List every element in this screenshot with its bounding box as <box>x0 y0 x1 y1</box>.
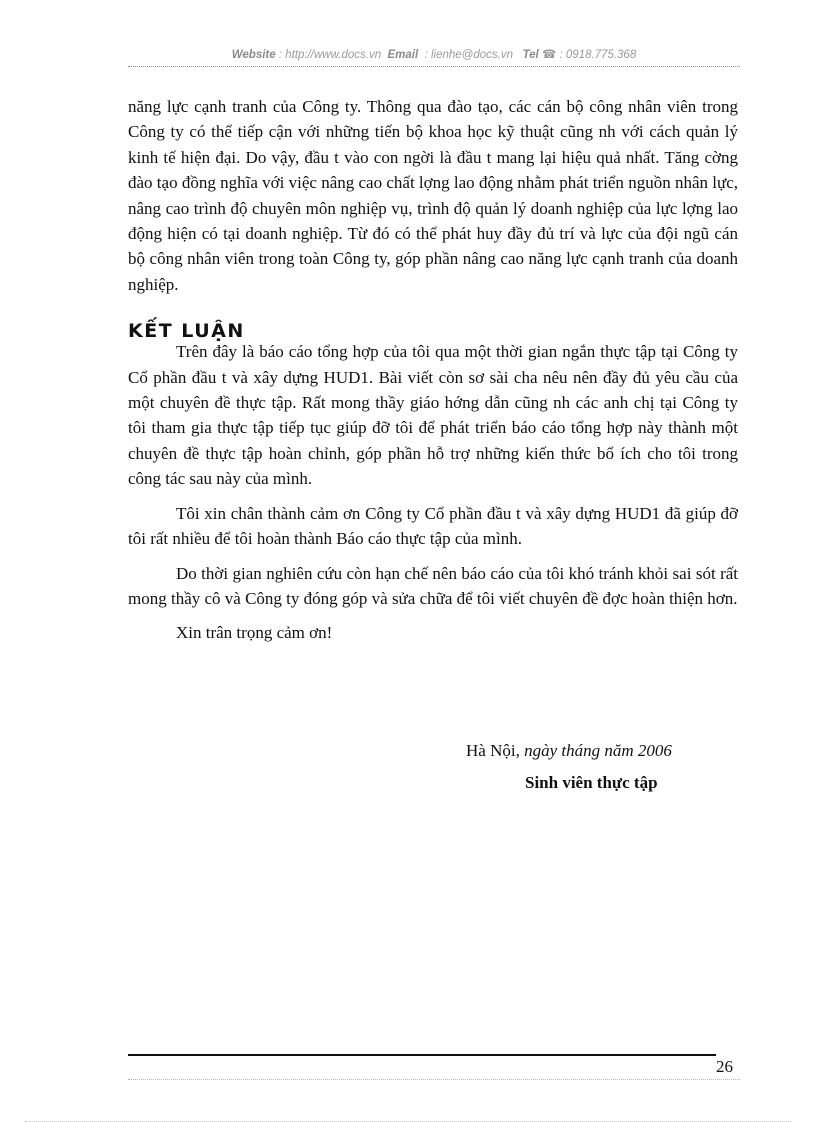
conclusion-paragraph-1: Trên đây là báo cáo tổng hợp của tôi qua một thời gian ngắn thực tập tại Công ty Cổ phần đầu t và xây dựng HUD1. Bài viết còn sơ sài cha nêu nên đầy đủ yêu cầu của một chuyên đề thực tập. Rất mong thầy giáo hớng dẫn cũng nh các anh chị tại Công ty tôi tham gia thực tập tiếp tục giúp đỡ tôi để phát triển báo cáo tổng hợp này thành một chuyên đề thực tập hoàn chỉnh, góp phần hỗ trợ những kiến thức bổ ích cho tôi trong công tác sau này của mình. <box>128 342 738 489</box>
website-value: : http://www.docs.vn <box>278 49 382 61</box>
page-number: 26 <box>716 1057 733 1076</box>
signature-date: ngày tháng năm 2006 <box>524 741 672 760</box>
section-title: KẾT LUẬN <box>128 320 245 343</box>
header-divider <box>128 66 740 67</box>
tel-value: ☎ : 0918.775.368 <box>541 49 637 61</box>
signature-place: Hà Nội, <box>466 741 525 760</box>
email-label: Email <box>387 49 419 61</box>
email-value: : lienhe@docs.vn <box>424 49 513 61</box>
tel-label: Tel <box>522 49 539 61</box>
intro-paragraph: năng lực cạnh tranh của Công ty. Thông qua đào tạo, các cán bộ công nhân viên trong Công ty có thể tiếp cận với những tiến bộ khoa học kỹ thuật cũng nh với cách quản lý kinh tế hiện đại. Do vậy, đầu t vào con ngời là đầu t mang lại hiệu quả nhất. Tăng cờng đào tạo đồng nghĩa với việc nâng cao chất lợng lao động nhằm phát triển nguồn nhân lực, nâng cao trình độ chuyên môn nghiệp vụ, trình độ quản lý doanh nghiệp của lực lợng lao động hiện có tại doanh nghiệp. Từ đó có thể phát huy đầy đủ trí và lực của đội ngũ cán bộ công nhân viên trong toàn Công ty, góp phần nâng cao năng lực cạnh tranh của doanh nghiệp. <box>128 97 738 294</box>
website-label: Website <box>231 49 276 61</box>
conclusion-paragraph-3: Do thời gian nghiên cứu còn hạn chế nên báo cáo của tôi khó tránh khỏi sai sót rất mong thầy cô và Công ty đóng góp và sửa chữa để tôi viết chuyên đề đợc hoàn thiện hơn. <box>128 563 738 608</box>
document-body <box>128 94 738 646</box>
footer-dotted-rule <box>128 1079 740 1080</box>
page-header <box>128 47 740 61</box>
conclusion-paragraph-2: Tôi xin chân thành cảm ơn Công ty Cổ phần đầu t và xây dựng HUD1 đã giúp đỡ tôi rất nhiều để tôi hoàn thành Báo cáo thực tập của mình. <box>128 503 738 549</box>
signature-date-line <box>466 741 672 761</box>
signature-role: Sinh viên thực tập <box>525 773 658 792</box>
footer-divider <box>128 1054 716 1056</box>
closing-line: Xin trân trọng cảm ơn! <box>176 623 333 643</box>
page-bottom-dotted-rule <box>25 1121 791 1122</box>
